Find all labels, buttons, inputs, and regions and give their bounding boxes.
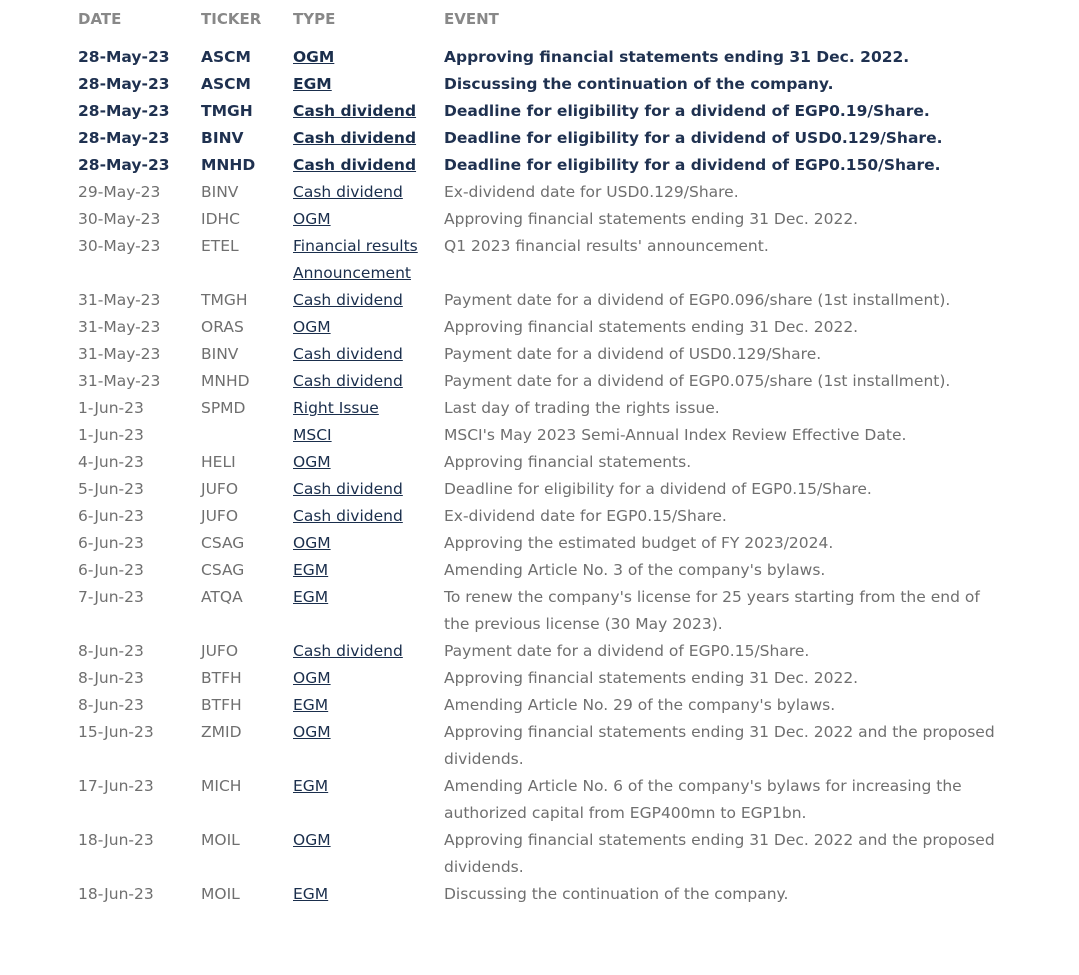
event-date: 8-Jun-23 (78, 669, 144, 687)
event-date: 28-May-23 (78, 129, 170, 147)
table-row (70, 98, 996, 125)
event-date: 8-Jun-23 (78, 642, 144, 660)
event-date: 1-Jun-23 (78, 426, 144, 444)
event-ticker: HELI (201, 453, 236, 471)
event-type-cell (285, 287, 436, 314)
event-date: 28-May-23 (78, 48, 170, 66)
event-ticker: JUFO (201, 480, 239, 498)
header-type: TYPE (293, 10, 336, 28)
table-row (70, 827, 996, 881)
table-row (70, 341, 996, 368)
event-description: Approving the estimated budget of FY 2023/2024. (444, 534, 834, 552)
event-type-link[interactable]: OGM (293, 534, 331, 552)
event-description: Amending Article No. 6 of the company's bylaws for increasing the authorized capital from EGP400mn to EGP1bn. (444, 777, 962, 822)
event-description: Payment date for a dividend of EGP0.096/share (1st installment). (444, 291, 951, 309)
event-ticker: ASCM (201, 48, 251, 66)
event-ticker: JUFO (201, 642, 239, 660)
event-description: Deadline for eligibility for a dividend of USD0.129/Share. (444, 129, 943, 147)
event-date: 31-May-23 (78, 345, 161, 363)
table-row (70, 665, 996, 692)
event-date: 31-May-23 (78, 291, 161, 309)
table-row (70, 314, 996, 341)
event-type-link[interactable]: Cash dividend (293, 129, 417, 147)
event-type-cell (285, 152, 436, 179)
table-row (70, 179, 996, 206)
event-type-link[interactable]: Financial results Announcement (293, 237, 418, 282)
event-type-cell (285, 692, 436, 719)
table-row (70, 395, 996, 422)
event-type-cell (285, 530, 436, 557)
event-type-link[interactable]: OGM (293, 210, 331, 228)
header-event: EVENT (444, 10, 499, 28)
event-date: 6-Jun-23 (78, 507, 144, 525)
event-description: Payment date for a dividend of EGP0.075/share (1st installment). (444, 372, 951, 390)
event-date: 15-Jun-23 (78, 723, 154, 741)
event-type-cell (285, 503, 436, 530)
event-description: Approving financial statements ending 31 Dec. 2022 and the proposed dividends. (444, 723, 995, 768)
event-type-link[interactable]: Cash dividend (293, 372, 403, 390)
event-type-link[interactable]: OGM (293, 48, 335, 66)
event-ticker: BTFH (201, 696, 242, 714)
event-type-cell (285, 557, 436, 584)
table-row (70, 638, 996, 665)
table-row (70, 584, 996, 638)
event-type-link[interactable]: EGM (293, 696, 329, 714)
table-row (70, 44, 996, 71)
event-date: 28-May-23 (78, 102, 170, 120)
event-description: Last day of trading the rights issue. (444, 399, 720, 417)
event-ticker: MNHD (201, 372, 250, 390)
event-description: Amending Article No. 3 of the company's bylaws. (444, 561, 826, 579)
event-description: Deadline for eligibility for a dividend of EGP0.19/Share. (444, 102, 930, 120)
event-ticker: JUFO (201, 507, 239, 525)
event-description: Payment date for a dividend of EGP0.15/Share. (444, 642, 810, 660)
event-type-link[interactable]: Cash dividend (293, 183, 403, 201)
event-type-link[interactable]: Cash dividend (293, 291, 403, 309)
event-type-link[interactable]: Cash dividend (293, 642, 403, 660)
event-type-link[interactable]: EGM (293, 561, 329, 579)
event-ticker: CSAG (201, 534, 245, 552)
event-ticker: SPMD (201, 399, 246, 417)
event-date: 6-Jun-23 (78, 561, 144, 579)
event-type-cell (285, 476, 436, 503)
event-ticker: BINV (201, 183, 239, 201)
event-date: 31-May-23 (78, 318, 161, 336)
event-date: 18-Jun-23 (78, 831, 154, 849)
event-type-link[interactable]: EGM (293, 588, 329, 606)
table-row (70, 476, 996, 503)
table-body (70, 44, 996, 908)
event-ticker: BTFH (201, 669, 242, 687)
table-row (70, 692, 996, 719)
table-row (70, 287, 996, 314)
table-row (70, 125, 996, 152)
event-type-link[interactable]: EGM (293, 75, 332, 93)
header-date: DATE (78, 10, 122, 28)
event-ticker: MOIL (201, 885, 240, 903)
event-ticker: BINV (201, 345, 239, 363)
event-description: Discussing the continuation of the company. (444, 885, 789, 903)
event-ticker: MOIL (201, 831, 240, 849)
event-ticker: IDHC (201, 210, 240, 228)
event-date: 30-May-23 (78, 237, 161, 255)
event-type-link[interactable]: OGM (293, 318, 331, 336)
event-ticker: CSAG (201, 561, 245, 579)
event-ticker: ASCM (201, 75, 251, 93)
table-row (70, 233, 996, 287)
table-row (70, 152, 996, 179)
event-ticker: MICH (201, 777, 242, 795)
event-date: 29-May-23 (78, 183, 161, 201)
event-description: Approving financial statements ending 31 Dec. 2022. (444, 48, 910, 66)
table-row (70, 719, 996, 773)
event-type-cell (285, 665, 436, 692)
table-row (70, 449, 996, 476)
event-description: Approving financial statements ending 31 Dec. 2022. (444, 669, 859, 687)
event-type-link[interactable]: Cash dividend (293, 345, 403, 363)
event-type-cell (285, 44, 436, 71)
event-ticker: ATQA (201, 588, 243, 606)
event-description: Ex-dividend date for EGP0.15/Share. (444, 507, 727, 525)
table-row (70, 530, 996, 557)
event-description: Deadline for eligibility for a dividend of EGP0.150/Share. (444, 156, 941, 174)
event-date: 30-May-23 (78, 210, 161, 228)
event-type-link[interactable]: Cash dividend (293, 156, 417, 174)
event-type-cell (285, 422, 436, 449)
event-ticker: TMGH (201, 102, 253, 120)
event-ticker: BINV (201, 129, 244, 147)
event-type-cell (285, 206, 436, 233)
table-row (70, 503, 996, 530)
table-row (70, 557, 996, 584)
table-row (70, 206, 996, 233)
event-type-cell (285, 881, 436, 908)
event-description: Approving financial statements. (444, 453, 692, 471)
event-type-cell (285, 71, 436, 98)
event-date: 28-May-23 (78, 156, 170, 174)
event-date: 28-May-23 (78, 75, 170, 93)
event-type-cell (285, 314, 436, 341)
event-type-cell (285, 773, 436, 827)
event-date: 6-Jun-23 (78, 534, 144, 552)
event-description: Approving financial statements ending 31 Dec. 2022. (444, 210, 859, 228)
event-ticker: MNHD (201, 156, 256, 174)
table-row (70, 422, 996, 449)
event-type-cell (285, 638, 436, 665)
event-ticker: ORAS (201, 318, 244, 336)
event-date: 8-Jun-23 (78, 696, 144, 714)
event-type-link[interactable]: EGM (293, 885, 329, 903)
event-type-link[interactable]: OGM (293, 453, 331, 471)
event-type-cell (285, 125, 436, 152)
event-description: Amending Article No. 29 of the company's bylaws. (444, 696, 836, 714)
event-description: Ex-dividend date for USD0.129/Share. (444, 183, 739, 201)
event-type-cell (285, 368, 436, 395)
header-ticker: TICKER (201, 10, 262, 28)
event-type-link[interactable]: MSCI (293, 426, 332, 444)
event-type-link[interactable]: OGM (293, 669, 331, 687)
event-type-link[interactable]: EGM (293, 777, 329, 795)
event-type-cell (285, 179, 436, 206)
table-row (70, 773, 996, 827)
event-date: 31-May-23 (78, 372, 161, 390)
event-date: 4-Jun-23 (78, 453, 144, 471)
event-description: Approving financial statements ending 31 Dec. 2022. (444, 318, 859, 336)
event-date: 1-Jun-23 (78, 399, 144, 417)
table-row (70, 71, 996, 98)
table-row (70, 881, 996, 908)
event-date: 17-Jun-23 (78, 777, 154, 795)
event-type-cell (285, 395, 436, 422)
event-description: MSCI's May 2023 Semi-Annual Index Review Effective Date. (444, 426, 907, 444)
event-type-cell (285, 233, 436, 287)
event-ticker: ZMID (201, 723, 242, 741)
event-type-link[interactable]: Cash dividend (293, 480, 403, 498)
event-description: Approving financial statements ending 31 Dec. 2022 and the proposed dividends. (444, 831, 995, 876)
event-ticker: ETEL (201, 237, 239, 255)
event-description: Deadline for eligibility for a dividend of EGP0.15/Share. (444, 480, 872, 498)
event-date: 5-Jun-23 (78, 480, 144, 498)
event-type-cell (285, 584, 436, 638)
event-type-cell (285, 449, 436, 476)
event-description: Payment date for a dividend of USD0.129/Share. (444, 345, 822, 363)
event-description: To renew the company's license for 25 years starting from the end of the previous license (30 May 2023). (444, 588, 980, 633)
event-type-cell (285, 341, 436, 368)
event-ticker (193, 422, 285, 449)
event-ticker: TMGH (201, 291, 248, 309)
event-type-link[interactable]: Right Issue (293, 399, 379, 417)
event-type-link[interactable]: OGM (293, 723, 331, 741)
event-type-link[interactable]: Cash dividend (293, 507, 403, 525)
event-description: Q1 2023 financial results' announcement. (444, 237, 769, 255)
event-type-link[interactable]: Cash dividend (293, 102, 417, 120)
table-header-row (70, 4, 996, 44)
table-row (70, 368, 996, 395)
event-type-link[interactable]: OGM (293, 831, 331, 849)
event-description: Discussing the continuation of the company. (444, 75, 834, 93)
event-type-cell (285, 719, 436, 773)
event-date: 18-Jun-23 (78, 885, 154, 903)
corporate-events-table (70, 4, 996, 908)
event-date: 7-Jun-23 (78, 588, 144, 606)
event-type-cell (285, 827, 436, 881)
event-type-cell (285, 98, 436, 125)
